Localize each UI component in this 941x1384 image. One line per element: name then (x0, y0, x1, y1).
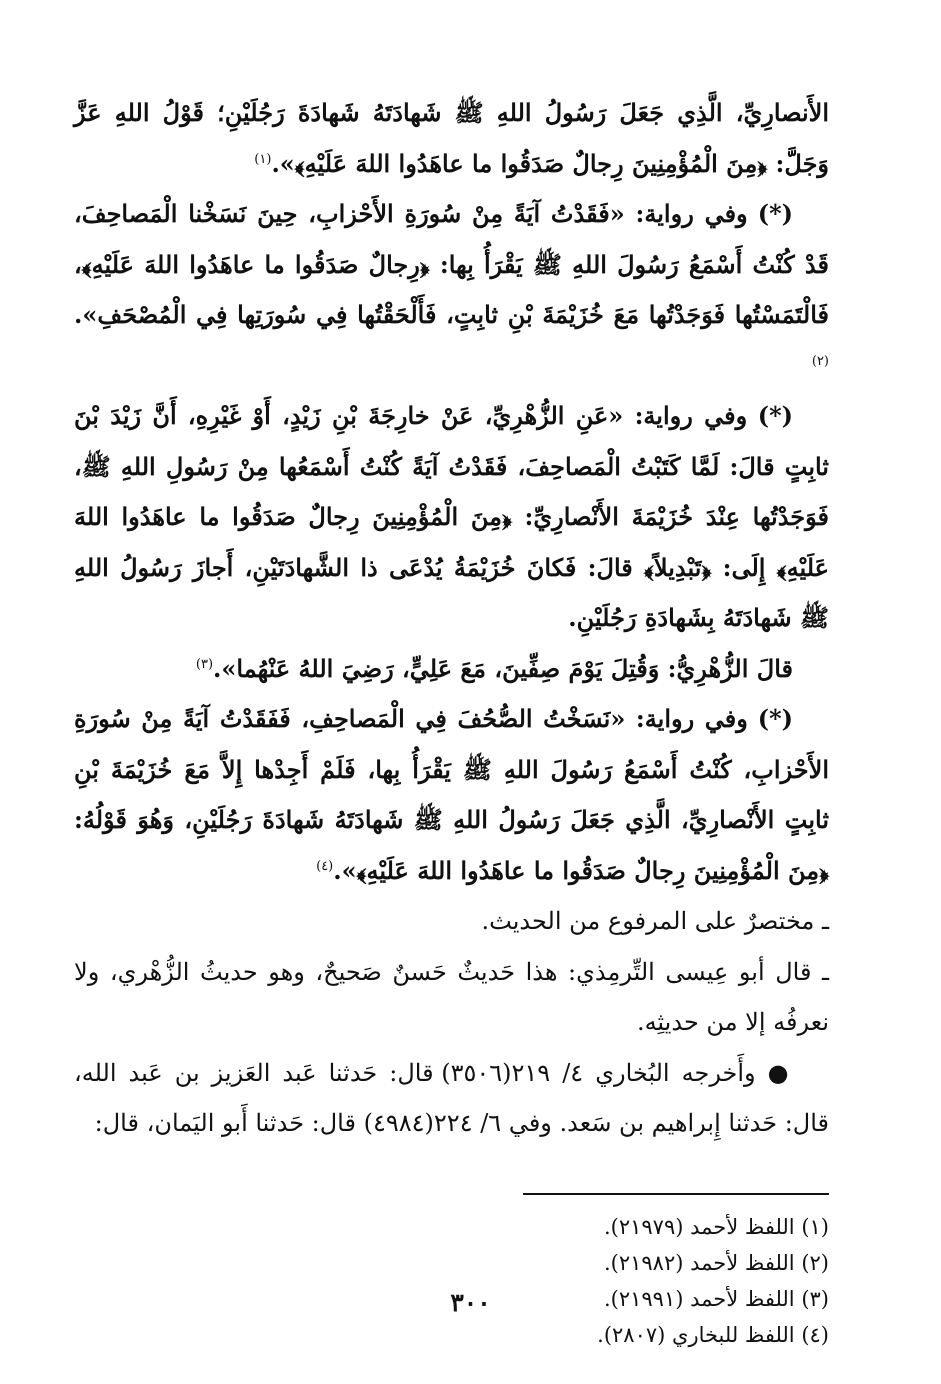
asterisk-marker: (*) (757, 704, 793, 733)
note-line (74, 1048, 829, 1149)
footnote: (٤) اللفظ للبخاري (٢٨٠٧). (597, 1322, 829, 1347)
paragraph-text: الأَنصارِيِّ، الَّذِي جَعَلَ رَسُولُ اللهِ ﷺ شَهادَتَهُ شَهادَةَ رَجُلَيْنِ؛ قَوْلُ اللهِ عَزَّ وَجَلَّ: ﴿مِنَ الْمُؤْمِنِينَ رِجالٌ صَدَقُوا ما عاهَدُوا اللهَ عَلَيْهِ﴾». (74, 98, 829, 178)
paragraph (74, 644, 829, 695)
footnote-separator (523, 1193, 829, 1195)
footnote: (١) اللفظ لأحمد (٢١٩٧٩). (603, 1214, 829, 1239)
note-line: ـ مختصرٌ على المرفوع من الحديث. (481, 907, 829, 935)
bullet-icon: ● (767, 1058, 793, 1087)
paragraph-text: وفي رواية: «فَقَدْتُ آيَةً مِنْ سُورَةِ الأَحْزابِ، حِينَ نَسَخْنا الْمَصاحِفَ، قَدْ كُنْتُ أَسْمَعُ رَسُولَ اللهِ ﷺ يَقْرَأُ بِها: ﴿رِجالٌ صَدَقُوا ما عاهَدُوا اللهَ عَلَيْهِ﴾، فَالْتَمَسْتُها فَوَجَدْتُها مَعَ خُزَيْمَةَ بْنِ ثابِتٍ، فَأَلْحَقْتُها فِي سُورَتِها فِي الْمُصْحَفِ». (74, 199, 830, 329)
main-text (74, 88, 829, 1149)
note-line: ـ قال أبو عِيسى التِّرمِذي: هذا حَديثٌ حَسنٌ صَحيحٌ، وهو حديثُ الزُّهْري، ولا نعرفُه إلا من حديثِه. (74, 957, 829, 1036)
paragraph-text: وفي رواية: «نَسَخْتُ الصُّحُفَ فِي الْمَصاحِفِ، فَفَقَدْتُ آيَةً مِنْ سُورَةِ الأَحْزابِ، كُنْتُ أَسْمَعُ رَسُولَ اللهِ ﷺ يَقْرَأُ بِها، فَلَمْ أَجِدْها إِلاَّ مَعَ خُزَيْمَةَ بْنِ ثابِتٍ الأَنْصارِيِّ، الَّذِي جَعَلَ رَسُولُ اللهِ ﷺ شَهادَتَهُ شَهادَةَ رَجُلَيْنِ، وَهُوَ قَوْلُهُ: ﴿مِنَ الْمُؤْمِنِينَ رِجالٌ صَدَقُوا ما عاهَدُوا اللهَ عَلَيْهِ﴾». (74, 704, 829, 885)
footnote-ref: (١) (254, 151, 272, 167)
paragraph-text: وفي رواية: «عَنِ الزُّهْرِيِّ، عَنْ خارِجَةَ بْنِ زَيْدٍ، أَوْ غَيْرِهِ، أَنَّ زَيْدَ بْنَ ثابِتٍ قالَ: لَمَّا كَتَبْتُ الْمَصاحِفَ، فَقَدْتُ آيَةً كُنْتُ أَسْمَعُها مِنْ رَسُولِ اللهِ ﷺ، فَوَجَدْتُها عِنْدَ خُزَيْمَةَ الأَنْصارِيِّ: ﴿مِنَ الْمُؤْمِنِينَ رِجالٌ صَدَقُوا ما عاهَدُوا اللهَ عَلَيْهِ﴾ إِلَى: ﴿تَبْدِيلاً﴾ قالَ: فَكانَ خُزَيْمَةُ يُدْعَى ذا الشَّهادَتَيْنِ، أَجازَ رَسُولُ اللهِ ﷺ شَهادَتَهُ بِشَهادَةِ رَجُلَيْنِ. (74, 401, 830, 632)
paragraph (74, 189, 829, 391)
paragraph (74, 391, 829, 644)
paragraph (74, 694, 829, 896)
asterisk-marker: (*) (757, 401, 793, 430)
note-text: وأَخرجه البُخاري ٤/ ٢١٩(٣٥٠٦) قال: حَدثنا عَبد العَزيز بن عَبد الله، قال: حَدثنا إِبراهيم بن سَعد. وفي ٦/ ٢٢٤(٤٩٨٤) قال: حَدثنا أَبو اليَمان، قال: (74, 1058, 829, 1137)
footnote-ref: (٣) (195, 656, 214, 672)
footnote-ref: (٢) (811, 353, 829, 369)
paragraph-text: قالَ الزُّهْرِيُّ: وَقُتِلَ يَوْمَ صِفِّينَ، مَعَ عَلِيٍّ، رَضِيَ اللهُ عَنْهُما». (213, 653, 793, 683)
paragraph (74, 88, 829, 189)
footnote-ref: (٤) (316, 858, 334, 874)
footnote: (٢) اللفظ لأحمد (٢١٩٨٢). (603, 1250, 829, 1275)
footnotes (74, 1209, 829, 1353)
footnote: (٣) اللفظ لأحمد (٢١٩٩١). (603, 1286, 829, 1311)
asterisk-marker: (*) (757, 199, 793, 228)
page-number: ٣٠٠ (450, 1288, 491, 1317)
